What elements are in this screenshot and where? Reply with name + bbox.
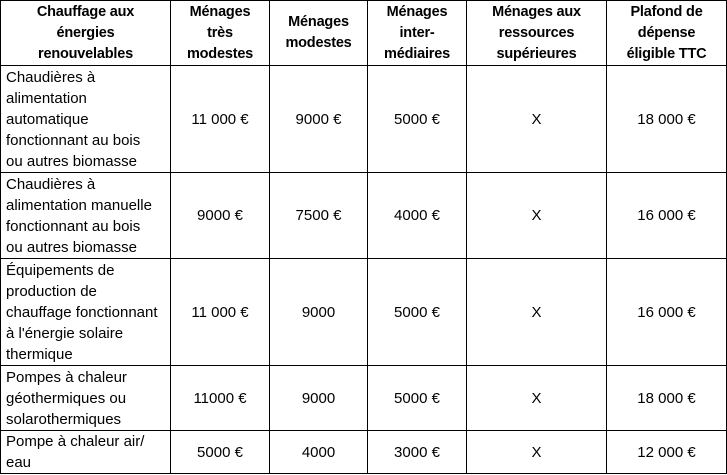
cell-higher-income: X xyxy=(467,431,607,474)
header-cell-intermediate: Ménages inter- médiaires xyxy=(368,1,467,66)
header-row xyxy=(1,1,727,66)
cell-modest: 9000 € xyxy=(270,66,368,173)
row-label: Équipements de production de chauffage fonctionnant à l'énergie solaire thermique xyxy=(1,259,171,366)
cell-very-modest: 11000 € xyxy=(171,366,270,431)
cell-modest: 4000 xyxy=(270,431,368,474)
cell-expense-cap: 18 000 € xyxy=(607,366,727,431)
cell-intermediate: 5000 € xyxy=(368,66,467,173)
cell-higher-income: X xyxy=(467,66,607,173)
table-row xyxy=(1,366,727,431)
cell-expense-cap: 18 000 € xyxy=(607,66,727,173)
header-cell-heating-type: Chauffage aux énergies renouvelables xyxy=(1,1,171,66)
table-row xyxy=(1,259,727,366)
header-cell-modest: Ménages modestes xyxy=(270,1,368,66)
table-row xyxy=(1,431,727,474)
table-row xyxy=(1,173,727,259)
row-label: Chaudières à alimentation automatique fonctionnant au bois ou autres biomasse xyxy=(1,66,171,173)
cell-very-modest: 9000 € xyxy=(171,173,270,259)
cell-higher-income: X xyxy=(467,173,607,259)
cell-modest: 9000 xyxy=(270,259,368,366)
header-cell-higher-income: Ménages aux ressources supérieures xyxy=(467,1,607,66)
cell-expense-cap: 16 000 € xyxy=(607,173,727,259)
cell-higher-income: X xyxy=(467,259,607,366)
row-label: Chaudières à alimentation manuelle fonctionnant au bois ou autres biomasse xyxy=(1,173,171,259)
cell-expense-cap: 16 000 € xyxy=(607,259,727,366)
table-row xyxy=(1,66,727,173)
cell-expense-cap: 12 000 € xyxy=(607,431,727,474)
cell-intermediate: 5000 € xyxy=(368,366,467,431)
cell-modest: 9000 xyxy=(270,366,368,431)
header-cell-expense-cap: Plafond de dépense éligible TTC xyxy=(607,1,727,66)
row-label: Pompe à chaleur air/ eau xyxy=(1,431,171,474)
cell-very-modest: 11 000 € xyxy=(171,259,270,366)
cell-modest: 7500 € xyxy=(270,173,368,259)
cell-intermediate: 3000 € xyxy=(368,431,467,474)
cell-intermediate: 4000 € xyxy=(368,173,467,259)
cell-higher-income: X xyxy=(467,366,607,431)
cell-very-modest: 11 000 € xyxy=(171,66,270,173)
row-label: Pompes à chaleur géothermiques ou solarothermiques xyxy=(1,366,171,431)
cell-intermediate: 5000 € xyxy=(368,259,467,366)
header-cell-very-modest: Ménages très modestes xyxy=(171,1,270,66)
cell-very-modest: 5000 € xyxy=(171,431,270,474)
